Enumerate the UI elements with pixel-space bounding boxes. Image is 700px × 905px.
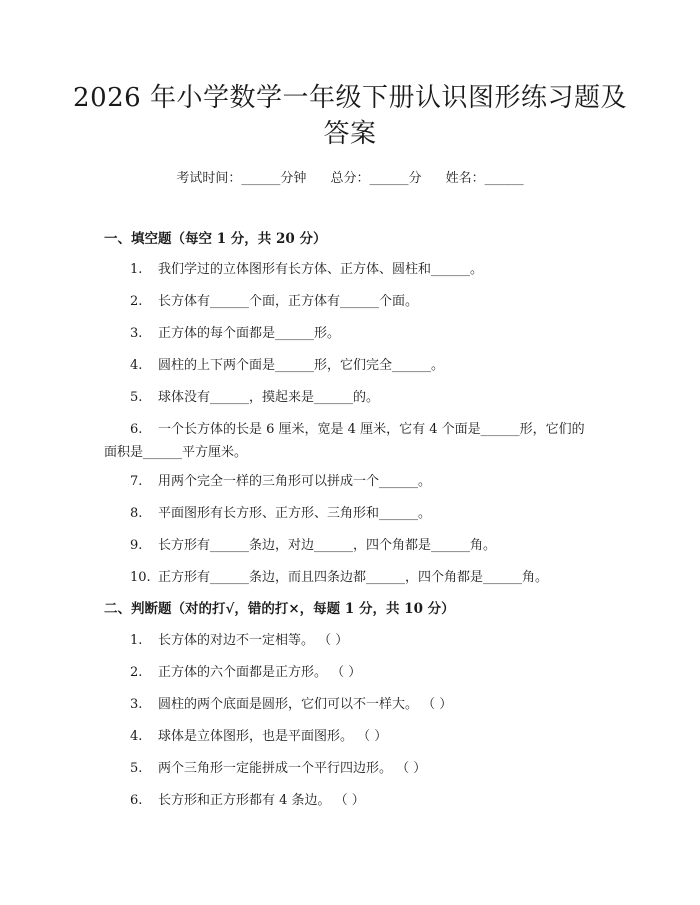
list-item bbox=[130, 325, 340, 343]
question-number: 5. bbox=[130, 761, 143, 776]
question-text: 平面图形有长方形、正方形、三角形和______。 bbox=[158, 506, 432, 521]
question-number: 9. bbox=[130, 538, 143, 553]
exam-score: 总分：______分 bbox=[330, 171, 422, 186]
question-text: 球体没有______，摸起来是______的。 bbox=[158, 390, 380, 405]
question-text: 长方体有______个面，正方体有______个面。 bbox=[158, 294, 419, 309]
section-title-fill-blank: 一、填空题（每空 1 分，共 20 分） bbox=[104, 231, 327, 247]
question-text: 圆柱的上下两个面是______形，它们完全______。 bbox=[158, 358, 445, 373]
list-item bbox=[130, 792, 365, 810]
question-text: 正方体的六个面都是正方形。 （ ） bbox=[158, 665, 362, 680]
list-item bbox=[130, 389, 379, 407]
list-item bbox=[130, 261, 483, 279]
question-number: 8. bbox=[130, 506, 143, 521]
list-item bbox=[130, 505, 431, 523]
question-text: 长方形有______条边，对边______，四个角都是______角。 bbox=[158, 538, 497, 553]
question-number: 10. bbox=[130, 570, 151, 585]
list-item bbox=[130, 473, 431, 491]
question-number: 1. bbox=[130, 633, 143, 648]
question-number: 3. bbox=[130, 326, 143, 341]
question-text: 一个长方体的长是 6 厘米，宽是 4 厘米，它有 4 个面是______形，它们的面积是______平方厘米。 bbox=[104, 422, 585, 460]
question-text: 球体是立体图形，也是平面图形。 （ ） bbox=[158, 729, 388, 744]
question-number: 2. bbox=[130, 665, 143, 680]
question-number: 3. bbox=[130, 697, 143, 712]
question-text: 用两个完全一样的三角形可以拼成一个______。 bbox=[158, 474, 432, 489]
question-number: 6. bbox=[130, 793, 143, 808]
student-name: 姓名：______ bbox=[445, 171, 524, 186]
question-number: 2. bbox=[130, 294, 143, 309]
question-text: 正方体的每个面都是______形。 bbox=[158, 326, 341, 341]
list-item bbox=[130, 537, 496, 555]
exam-meta bbox=[0, 170, 700, 188]
list-item bbox=[130, 760, 426, 778]
question-number: 4. bbox=[130, 358, 143, 373]
list-item bbox=[130, 632, 348, 650]
list-item bbox=[104, 418, 596, 464]
question-text: 长方形和正方形都有 4 条边。 （ ） bbox=[158, 793, 365, 808]
list-item bbox=[130, 569, 548, 587]
list-item bbox=[130, 357, 444, 375]
question-number: 4. bbox=[130, 729, 143, 744]
question-text: 我们学过的立体图形有长方体、正方体、圆柱和______。 bbox=[158, 262, 484, 277]
question-text: 长方体的对边不一定相等。 （ ） bbox=[158, 633, 349, 648]
question-number: 6. bbox=[130, 422, 143, 437]
question-number: 7. bbox=[130, 474, 143, 489]
question-number: 1. bbox=[130, 262, 143, 277]
list-item bbox=[130, 728, 387, 746]
question-text: 正方形有______条边，而且四条边都______，四个角都是______角。 bbox=[158, 570, 549, 585]
section-title-true-false: 二、判断题（对的打√，错的打×，每题 1 分，共 10 分） bbox=[104, 601, 455, 617]
page-title: 2026 年小学数学一年级下册认识图形练习题及答案 bbox=[73, 83, 627, 149]
list-item bbox=[130, 664, 361, 682]
list-item bbox=[130, 293, 418, 311]
list-item bbox=[130, 696, 452, 714]
question-text: 圆柱的两个底面是圆形，它们可以不一样大。 （ ） bbox=[158, 697, 453, 712]
exam-time: 考试时间：______分钟 bbox=[176, 171, 307, 186]
question-number: 5. bbox=[130, 390, 143, 405]
question-text: 两个三角形一定能拼成一个平行四边形。 （ ） bbox=[158, 761, 427, 776]
